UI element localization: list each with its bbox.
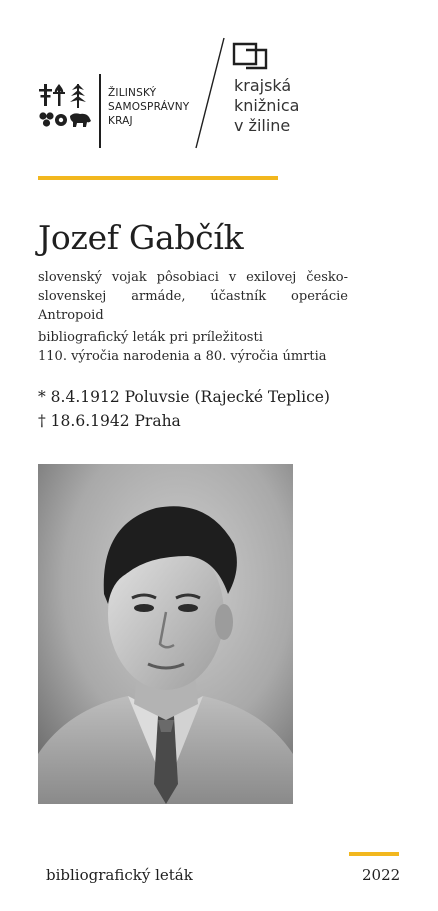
logo-divider <box>99 74 101 148</box>
footer-label: bibliografický leták <box>46 866 193 884</box>
occasion-line-2: 110. výročia narodenia a 80. výročia úmrtia <box>38 349 327 364</box>
subtitle: slovenský vojak pôsobiaci v exilovej česko-slovenskej armáde, účastník operácie Antropoid <box>38 270 348 323</box>
library-name-line-3: v žiline <box>234 116 291 135</box>
portrait-photo <box>38 464 293 804</box>
library-name-line-1: krajská <box>234 76 292 95</box>
open-book-icon <box>232 40 268 70</box>
occasion-line-1: bibliografický leták pri príležitosti <box>38 330 263 345</box>
logo-slash-divider <box>190 36 230 152</box>
accent-bar-top <box>38 176 278 180</box>
birth-date: * 8.4.1912 Poluvsie (Rajecké Teplice) <box>38 388 330 406</box>
region-name-line-1: ŽILINSKÝ <box>108 87 157 99</box>
zilina-region-crest-icon <box>38 78 96 140</box>
death-date: † 18.6.1942 Praha <box>38 412 181 430</box>
library-logo <box>232 40 268 70</box>
life-dates <box>38 385 398 433</box>
accent-bar-bottom <box>349 852 399 856</box>
page-title: Jozef Gabčík <box>38 218 244 257</box>
library-name-line-2: knižnica <box>234 96 300 115</box>
occasion-text <box>38 328 358 366</box>
region-crest-logo <box>38 78 96 140</box>
library-name <box>234 76 364 136</box>
region-name-line-2: SAMOSPRÁVNY <box>108 101 190 113</box>
region-name-line-3: KRAJ <box>108 115 133 127</box>
footer-year: 2022 <box>362 866 401 884</box>
